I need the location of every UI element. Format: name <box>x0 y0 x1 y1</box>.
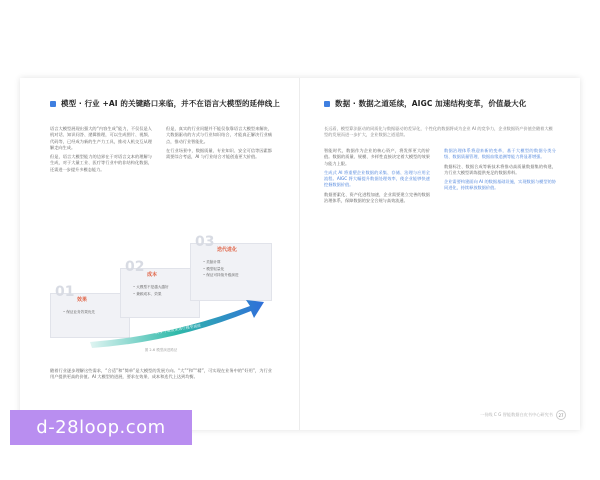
paragraph: 在行业场景中，数据质量、专业知识、安全可信等因素都需要综合考虑，AI 与行业结合才能创造更大价值。 <box>166 147 272 160</box>
paragraph: 数据要素化、资产化进程加速，企业需要建立完善的数据治理体系，保障数据的安全合规与高效流通。 <box>324 191 430 204</box>
step-number: 02 <box>125 259 145 275</box>
paragraph: 语言大模型展现出强大的“内容生成”能力，不仅仅是人机对话、知识问答、逻辑推理，可以生成图片、视频、代码等，已经成为新的生产力工具，推动人机交互从理解走向生成。 <box>50 126 152 150</box>
left-bottom-paragraph <box>50 368 272 384</box>
step-item: • 模型轻量化 <box>203 266 239 273</box>
right-section-heading <box>324 98 554 109</box>
highlighted-paragraph: 企业需要构建面向 AI 的数据基础设施，实现数据与模型的协同进化，持续释放数据价值。 <box>444 179 556 191</box>
arrow-label: 从 3 个维度来进行模型演进 <box>154 322 202 335</box>
paragraph: 但是，真实的行业问题并不能仅依靠语言大模型来解决，大数据驱动的方式与行业知识结合，才能真正解决行业痛点，推动行业智能化。 <box>166 126 272 144</box>
right-heading-text: 数据 · 数据之道延续，AIGC 加速结构变革，价值最大化 <box>335 99 527 108</box>
paragraph: 随着行业逐步理解这些需求，“合适”和“简单”是大模型的发展方向。“大”“和”“精”，可实现在业务中的“好用”，为行业用户提供更高的价值。AI 大模型的进展，要求在效果、成本和迭代上达到均衡。 <box>50 368 272 380</box>
figure-caption: 图 2-6 模型演进路径 <box>144 348 178 352</box>
footer-label: 一份线 C G 智能数据白皮书中心研究书 <box>480 412 553 417</box>
step-title: 成本 <box>147 272 158 278</box>
section-marker-icon <box>324 101 330 107</box>
right-intro: 长远看，模型算法驱动的同质化与数据驱动的差异化，个性化的数据将成为企业 AI 的竞争力，企业数据资产价值会随着大模型的发展而进一步扩大，企业数据之道延续。 <box>324 126 553 137</box>
left-column-2 <box>166 126 272 163</box>
left-section-heading <box>50 98 280 109</box>
right-column-2 <box>444 148 556 195</box>
step-item: • 兼顾成本、效果 <box>133 291 169 298</box>
paragraph: 数据标注、数据合成等新技术将推动高质量数据集的构建，为行业大模型训练提供充足的数据养料。 <box>444 163 556 175</box>
arrow-shape <box>90 300 264 348</box>
right-footer <box>480 410 566 420</box>
watermark-text: d-28loop.com <box>36 417 166 438</box>
step-item: • 大模型不是越大越好 <box>133 284 169 291</box>
paragraph: 智能时代，数据作为企业的核心资产，将发挥更大的价值。数据的质量、规模、多样性直接决定着大模型的效果与能力上限。 <box>324 148 430 166</box>
left-heading-text: 模型 · 行业 +AI 的关键路口来临，并不在语言大模型的延伸线上 <box>61 99 280 108</box>
right-page <box>300 78 580 430</box>
model-evolution-figure <box>50 234 272 353</box>
evolution-arrow <box>50 238 272 350</box>
page-number: 27 <box>556 410 566 420</box>
step-title: 效果 <box>77 297 88 303</box>
left-page <box>20 78 300 430</box>
document-spread <box>20 78 580 430</box>
right-column-1 <box>324 148 430 207</box>
step-number: 03 <box>195 234 215 250</box>
highlighted-paragraph: 数据治理体系将迎来新的变革，基于大模型的数据分类分级、数据质量管理、数据血缘追溯等能力将显著增强。 <box>444 148 556 160</box>
section-marker-icon <box>50 101 56 107</box>
left-column-1 <box>50 126 152 176</box>
step-number: 01 <box>55 284 75 300</box>
watermark-banner <box>10 410 192 445</box>
step-title: 迭代进化 <box>217 247 238 253</box>
step-item: • 保证可持续升级演进 <box>203 272 239 279</box>
highlighted-paragraph: 生成式 AI 将重塑企业数据的采集、存储、治理与应用全流程。AIGC 将大幅提升数据处理效率，使企业能够快速挖掘数据价值。 <box>324 169 430 188</box>
step-item: • 保证业务效果优先 <box>63 309 95 316</box>
paragraph: 但是，语言大模型能力的边界在于对语言文本的理解与生成，对于大量工业、医疗等行业中的非结构化数据，还需进一步提升多模态能力。 <box>50 154 152 172</box>
step-item: • 类脑计算 <box>203 259 239 266</box>
